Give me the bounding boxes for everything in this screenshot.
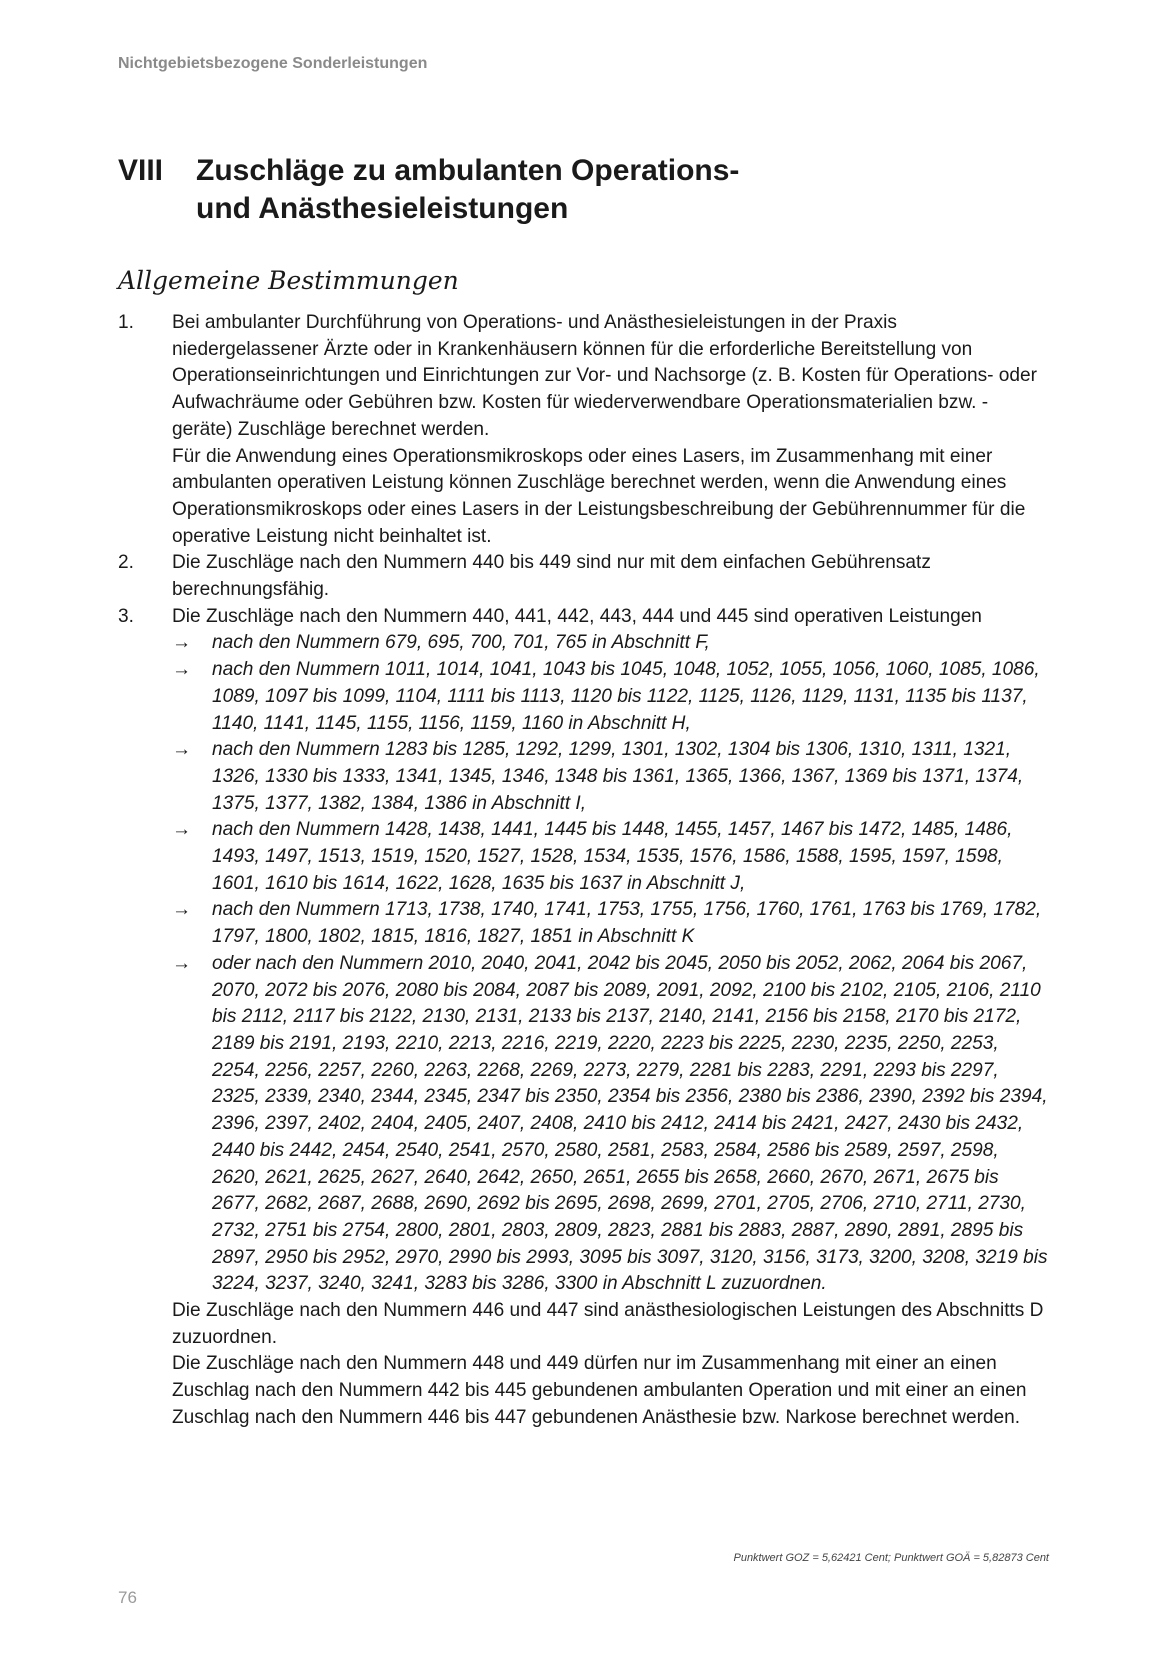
arrow-item-text: nach den Nummern 1428, 1438, 1441, 1445 bis 1448, 1455, 1457, 1467 bis 1472, 1485, 1486, 1493, 1497, 1513, 1519, 1520, 1527, 1528, 1534, 1535, 1576, 1586, 1588, 1595, 1597, 1598, 1601, 1610 bis 1614, 1622, 1628, 1635 bis 1637 in Abschnitt J, (212, 819, 1013, 894)
arrow-right-icon: → (172, 819, 192, 841)
chapter-heading (118, 152, 1018, 228)
provisions-list (118, 310, 1048, 1432)
paragraph: Die Zuschläge nach den Nummern 448 und 449 dürfen nur im Zusammenhang mit einer an einen Zuschlag nach den Nummern 442 bis 445 gebundenen ambulanten Operation und mit einer an einen Zuschlag nach den Nummern 446 bis 447 gebundenen Anästhesie bzw. Narkose berechnet werden. (172, 1353, 1027, 1428)
section-heading: Allgemeine Bestimmungen (118, 266, 459, 295)
chapter-title-line: Zuschläge zu ambulanten Operations- (196, 154, 740, 187)
arrow-item-text: nach den Nummern 1011, 1014, 1041, 1043 bis 1045, 1048, 1052, 1055, 1056, 1060, 1085, 1086, 1089, 1097 bis 1099, 1104, 1111 bis 1113, 1120 bis 1122, 1125, 1126, 1129, 1131, 1135 bis 1137, 1140, 1141, 1145, 1155, 1156, 1159, 1160 in Abschnitt H, (212, 659, 1040, 734)
arrow-right-icon: → (172, 952, 192, 974)
paragraph: Bei ambulanter Durchführung von Operations- und Anästhesieleistungen in der Praxis niedergelassener Ärzte oder in Krankenhäusern können für die erforderliche Bereitstellung von Operationseinrichtungen und Einrichtungen zur Vor- und Nachsorge (z. B. Kosten für Operations- oder Aufwachräume oder Gebühren bzw. Kosten für wiederverwendbare Operationsmaterialien bzw. -geräte) Zuschläge berechnet werden. (172, 312, 1038, 440)
arrow-list-item (172, 657, 1048, 737)
arrow-list-item (172, 817, 1048, 897)
arrow-list-item (172, 630, 1048, 657)
page-number: 76 (118, 1588, 137, 1607)
arrow-right-icon: → (172, 632, 192, 654)
list-item (118, 550, 1048, 603)
list-item (118, 310, 1048, 550)
running-head: Nichtgebietsbezogene Sonderleistungen (118, 55, 428, 72)
paragraph: Die Zuschläge nach den Nummern 440 bis 449 sind nur mit dem einfachen Gebührensatz berechnungsfähig. (172, 552, 931, 601)
arrow-right-icon: → (172, 659, 192, 681)
chapter-title (196, 152, 739, 228)
item-number: 3. (118, 605, 134, 627)
item-number: 1. (118, 312, 134, 333)
paragraph: Die Zuschläge nach den Nummern 446 und 447 sind anästhesiologischen Leistungen des Abschnitts D zuzuordnen. (172, 1300, 1044, 1348)
arrow-list-item (172, 897, 1048, 950)
arrow-list-item (172, 737, 1048, 817)
arrow-item-text: oder nach den Nummern 2010, 2040, 2041, 2042 bis 2045, 2050 bis 2052, 2062, 2064 bis 2067, 2070, 2072 bis 2076, 2080 bis 2084, 2087 bis 2089, 2091, 2092, 2100 bis 2102, 2105, 2106, 2110 bis 2112, 2117 bis 2122, 2130, 2131, 2133 bis 2137, 2140, 2141, 2156 bis 2158, 2170 bis 2172, 2189 bis 2191, 2193, 2210, 2213, 2216, 2219, 2220, 2223 bis 2225, 2230, 2235, 2250, 2253, 2254, 2256, 2257, 2260, 2263, 2268, 2269, 2273, 2279, 2281 bis 2283, 2291, 2293 bis 2297, 2325, 2339, 2340, 2344, 2345, 2347 bis 2350, 2354 bis 2356, 2380 bis 2386, 2390, 2392 bis 2394, 2396, 2397, 2402, 2404, 2405, 2407, 2408, 2410 bis 2412, 2414 bis 2421, 2427, 2430 bis 2432, 2440 bis 2442, 2454, 2540, 2541, 2570, 2580, 2581, 2583, 2584, 2586 bis 2589, 2597, 2598, 2620, 2621, 2625, 2627, 2640, 2642, 2650, 2651, 2655 bis 2658, 2660, 2670, 2671, 2675 bis 2677, 2682, 2687, 2688, 2690, 2692 bis 2695, 2698, 2699, 2701, 2705, 2706, 2710, 2711, 2730, 2732, 2751 bis 2754, 2800, 2801, 2803, 2809, 2823, 2881 bis 2883, 2887, 2890, 2891, 2895 bis 2897, 2950 bis 2952, 2970, 2990 bis 2993, 3095 bis 3097, 3120, 3156, 3173, 3200, 3208, 3219 bis 3224, 3237, 3240, 3241, 3283 bis 3286, 3300 in Abschnitt L zuzuordnen. (212, 952, 1048, 1295)
arrow-item-text: nach den Nummern 1713, 1738, 1740, 1741, 1753, 1755, 1756, 1760, 1761, 1763 bis 1769, 1782, 1797, 1800, 1802, 1815, 1816, 1827, 1851 in Abschnitt K (212, 899, 1042, 948)
item-number: 2. (118, 552, 134, 574)
item-body (172, 604, 1048, 1432)
paragraph: Für die Anwendung eines Operationsmikroskops oder eines Lasers, im Zusammenhang mit einer ambulanten operativen Leistung können Zuschläge berechnet werden, wenn die Anwendung eines Operationsmikroskops oder eines Lasers in der Leistungsbeschreibung der Gebührennummer für die operative Leistung nicht beinhaltet ist. (172, 445, 1026, 547)
arrow-right-icon: → (172, 739, 192, 761)
paragraph: Die Zuschläge nach den Nummern 440, 441, 442, 443, 444 und 445 sind operativen Leistungen (172, 605, 982, 627)
chapter-number: VIII (118, 154, 164, 187)
chapter-title-line: und Anästhesieleistungen (196, 192, 569, 225)
list-item (118, 604, 1048, 1432)
arrow-item-text: nach den Nummern 679, 695, 700, 701, 765 in Abschnitt F, (212, 632, 710, 654)
arrow-item-text: nach den Nummern 1283 bis 1285, 1292, 1299, 1301, 1302, 1304 bis 1306, 1310, 1311, 1321, 1326, 1330 bis 1333, 1341, 1345, 1346, 1348 bis 1361, 1365, 1366, 1367, 1369 bis 1371, 1374, 1375, 1377, 1382, 1384, 1386 in Abschnitt I, (212, 739, 1024, 814)
item-body (172, 310, 1048, 550)
item-body (172, 550, 1048, 603)
arrow-list-item (172, 951, 1048, 1298)
arrow-right-icon: → (172, 899, 192, 921)
point-value-note: Punktwert GOZ = 5,62421 Cent; Punktwert GOÄ = 5,82873 Cent (733, 1552, 1049, 1564)
